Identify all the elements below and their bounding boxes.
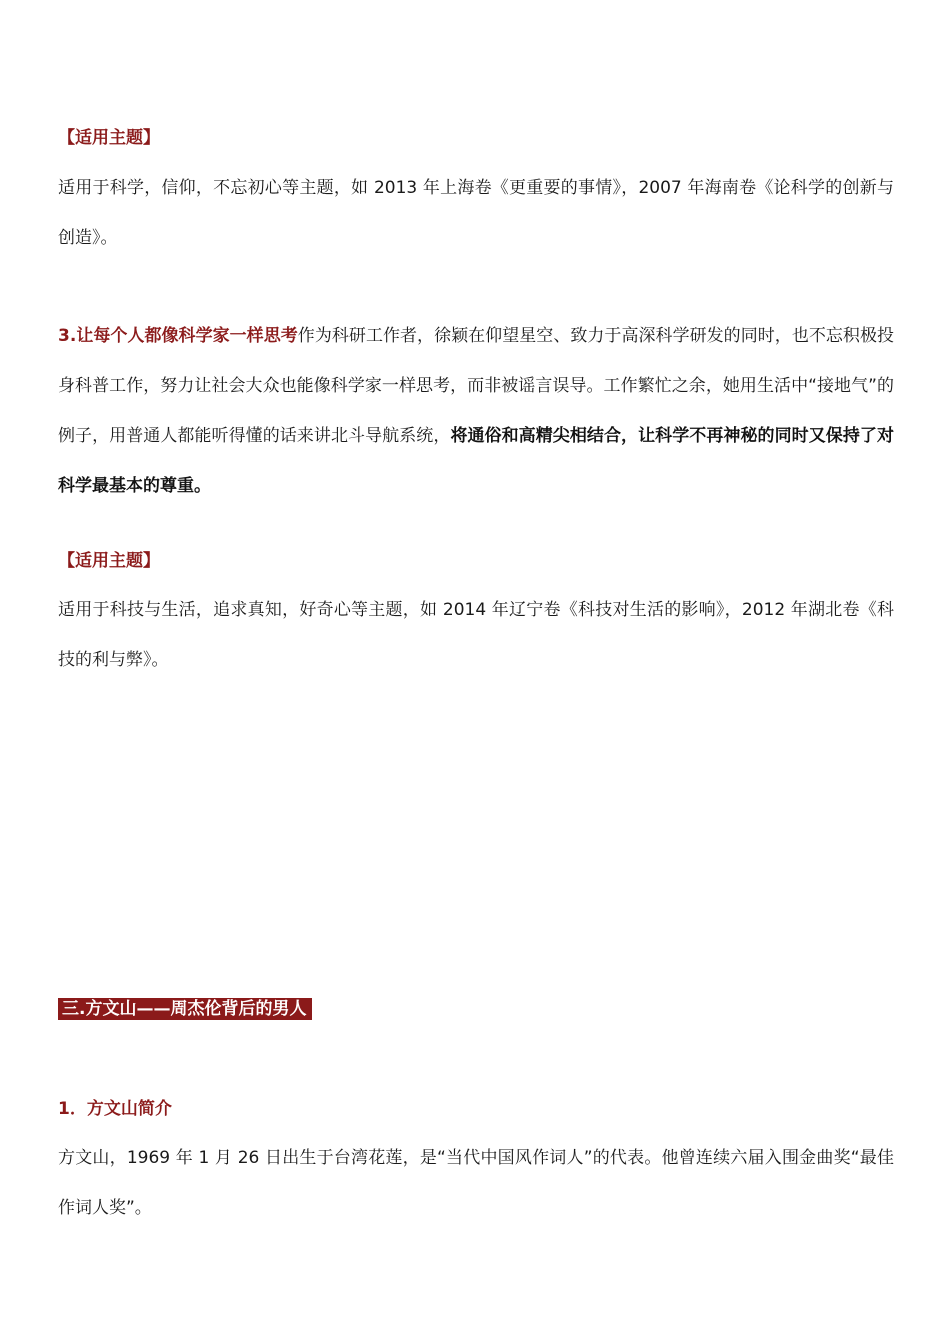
theme-heading-2: 【适用主题】 [58,551,160,571]
story-text: 作为科研工作者，徐颖在仰望星空、致力于高深科学研发的同时，也不忘积极投身科普工作，努力让社会大众也能像科学家一样思考，而非被谣言误导。工作繁忙之余，她用生活中“接地气”的例子，用普通人都能听得懂的话来讲北斗导航系统， [58,326,895,446]
story-bold-text: 将通俗和高精尖相结合，让科学不再神秘的同时又保持了对科学最基本的尊重。 [58,426,894,496]
story-paragraph [58,311,894,511]
story-title: 3.让每个人都像科学家一样思考 [58,326,298,346]
intro-heading: 1．方文山简介 [58,1099,172,1119]
theme-paragraph-1: 适用于科学，信仰，不忘初心等主题，如 2013 年上海卷《更重要的事情》，2007 年海南卷《论科学的创新与创造》。 [58,178,894,248]
intro-paragraph: 方文山，1969 年 1 月 26 日出生于台湾花莲，是“当代中国风作词人”的代表。他曾连续六届入围金曲奖“最佳作词人奖”。 [58,1148,894,1218]
theme-heading-1: 【适用主题】 [58,128,160,148]
theme-paragraph-2: 适用于科技与生活，追求真知，好奇心等主题，如 2014 年辽宁卷《科技对生活的影响》，2012 年湖北卷《科技的利与弊》。 [58,600,894,670]
section-banner: 三.方文山——周杰伦背后的男人 [58,998,312,1020]
